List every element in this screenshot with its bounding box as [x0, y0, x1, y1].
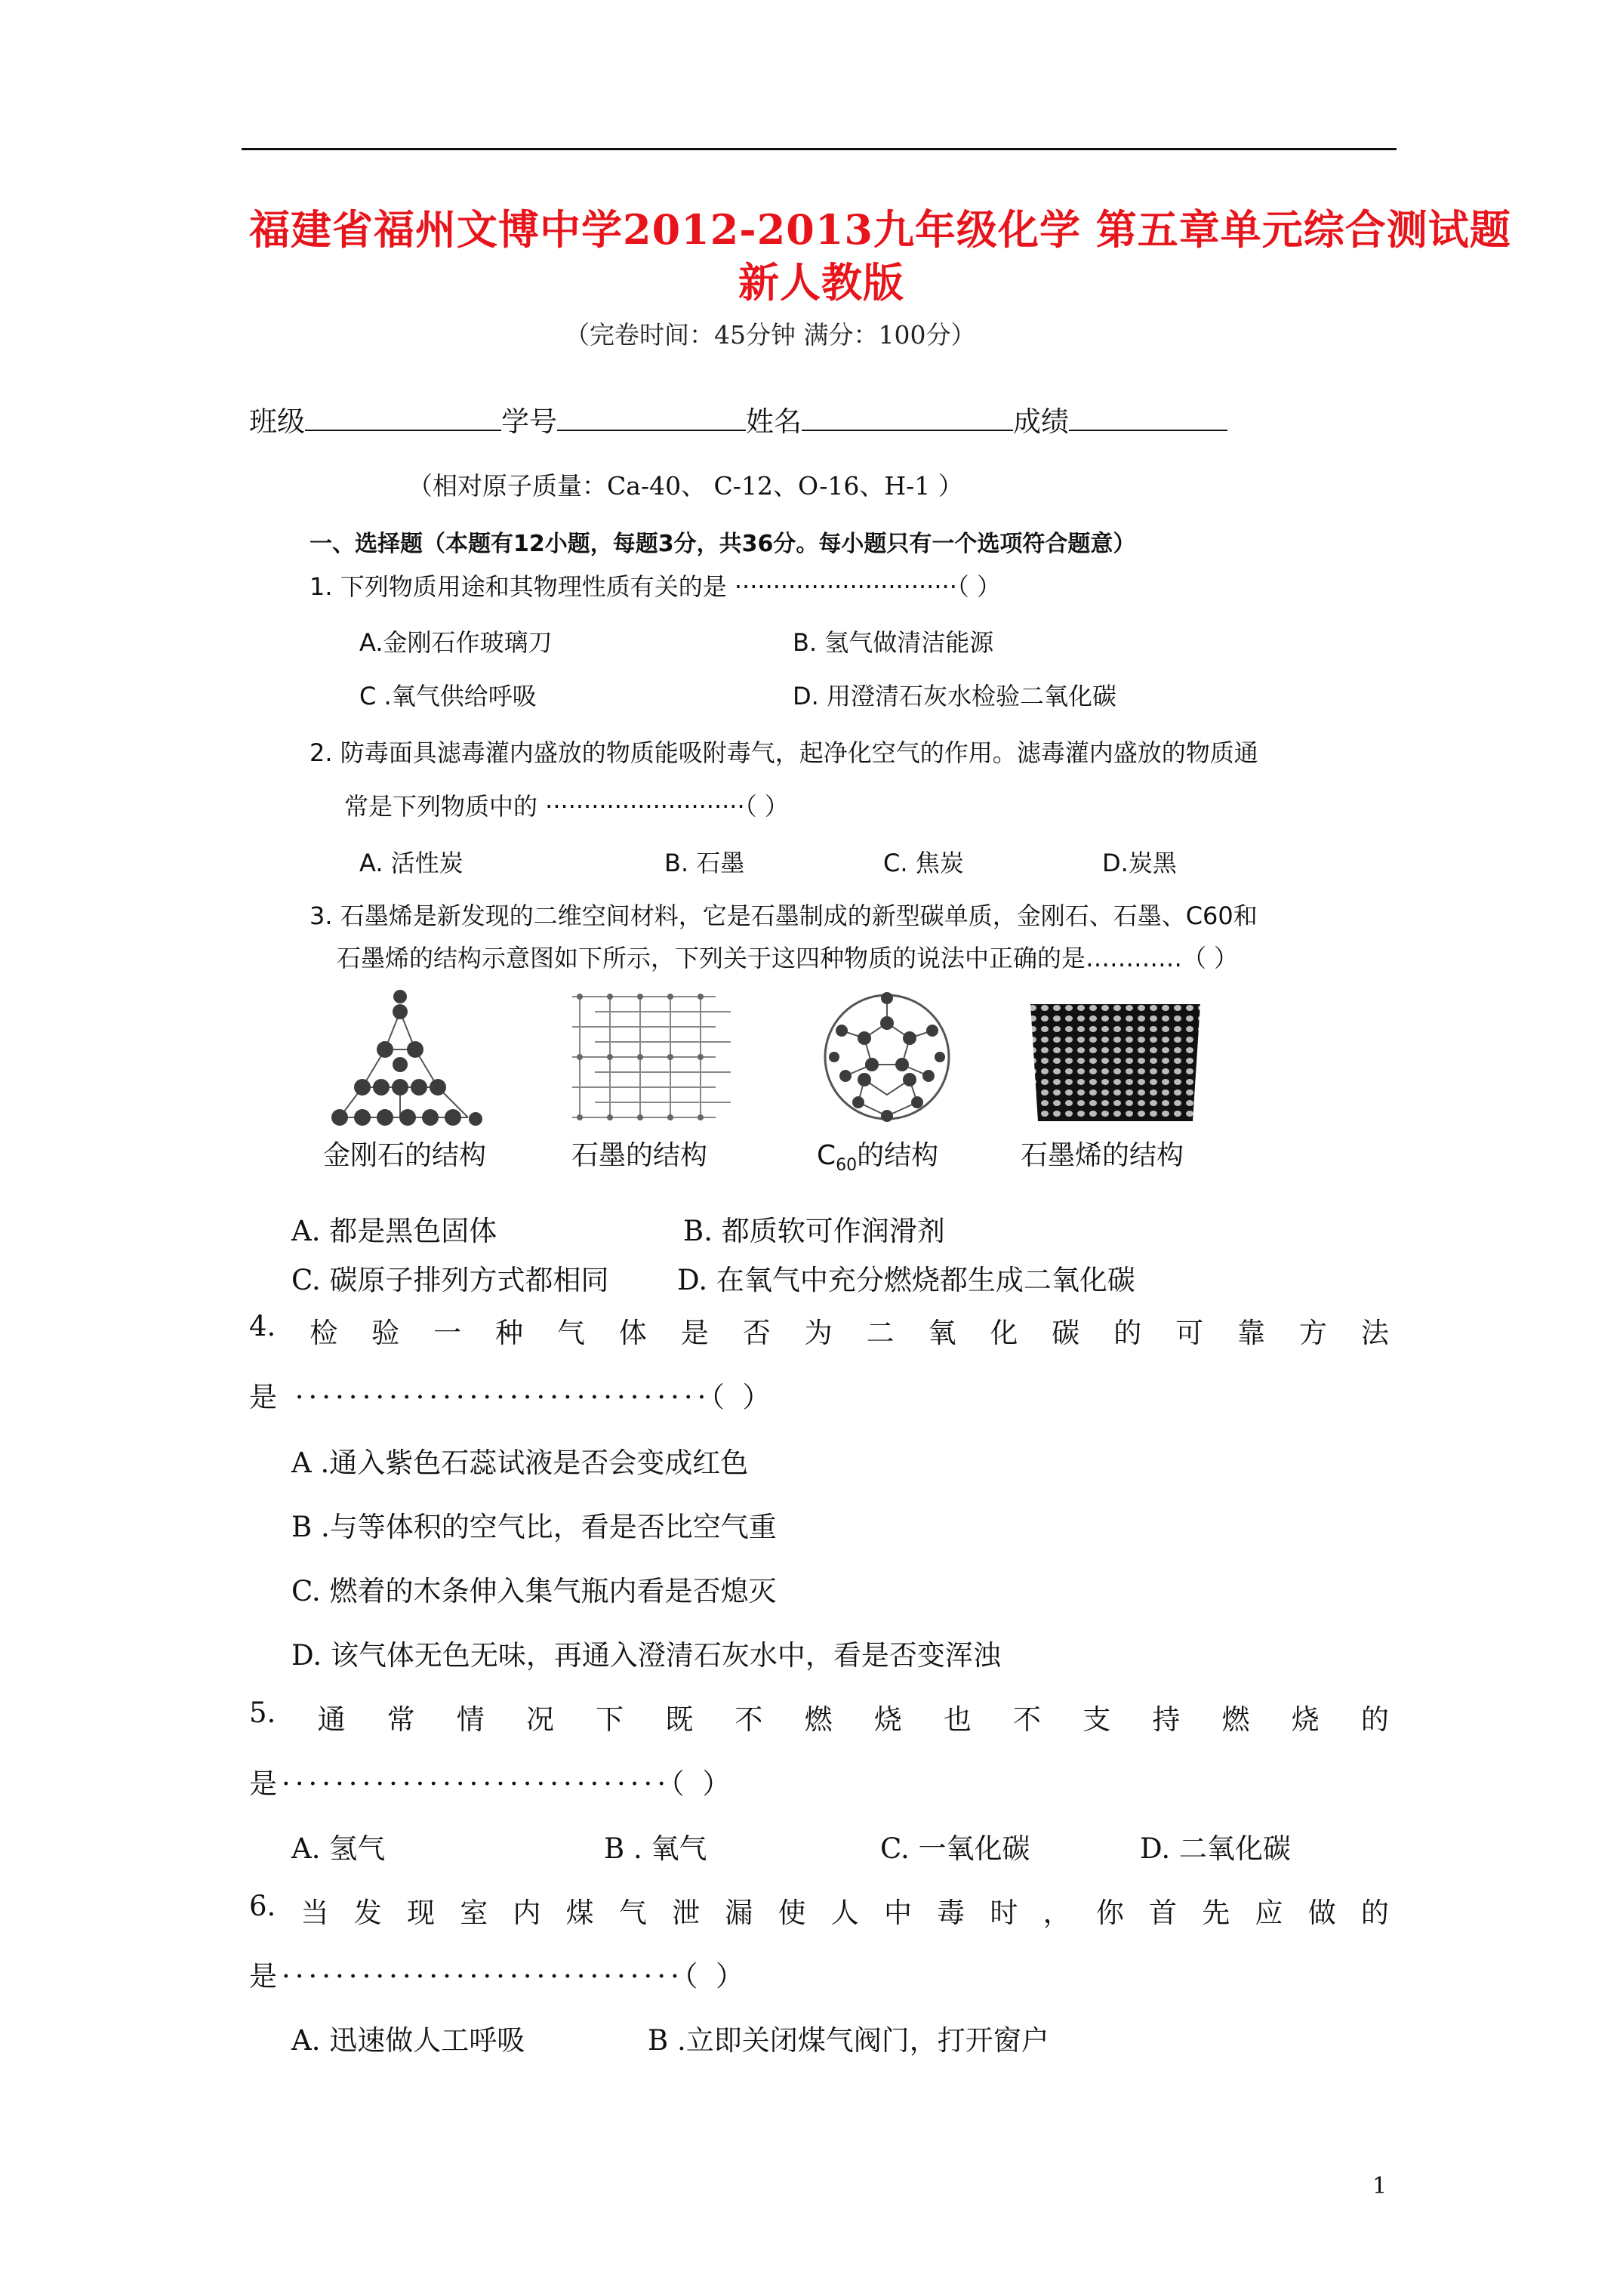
q5-stem-line-1: 5. 通 常 情 况 下 既 不 燃 烧 也 不 支 持 燃 烧 的: [249, 1697, 1389, 1736]
q3-stem-line-1: 3. 石墨烯是新发现的二维空间材料，它是石墨制成的新型碳单质，金刚石、石墨、C60和: [310, 901, 1258, 930]
q5-stem-line-2: 是·····························（ ）: [249, 1767, 735, 1800]
page-number: 1: [1372, 2173, 1387, 2199]
exam-info: （完卷时间：45分钟 满分：100分）: [565, 320, 976, 350]
q1-option-c: C .氧气供给呼吸: [359, 682, 537, 710]
q6-option-b: B .立即关闭煤气阀门，打开窗户: [648, 2024, 1049, 2057]
q5-option-c: C. 一氧化碳: [880, 1832, 1030, 1865]
class-label: 班级: [249, 405, 305, 438]
q1-stem: 1. 下列物质用途和其物理性质有关的是 ·····························（ ）: [310, 572, 1002, 601]
score-label: 成绩: [1013, 405, 1069, 438]
title-line-1: 福建省福州文博中学2012-2013九年级化学 第五章单元综合测试题: [249, 205, 1511, 254]
q2-option-b: B. 石墨: [664, 849, 745, 877]
q4-option-b: B .与等体积的空气比，看是否比空气重: [291, 1511, 777, 1543]
caption-c60-suffix: 的结构: [857, 1140, 939, 1171]
caption-diamond: 金刚石的结构: [323, 1140, 487, 1171]
q2-option-d: D.炭黑: [1102, 849, 1177, 877]
q3-option-c: C. 碳原子排列方式都相同: [291, 1264, 609, 1296]
q4-option-a: A .通入紫色石蕊试液是否会变成红色: [291, 1447, 749, 1479]
q1-option-a: A.金刚石作玻璃刀: [359, 628, 553, 657]
q3-option-a: A. 都是黑色固体: [291, 1215, 497, 1247]
q2-option-c: C. 焦炭: [883, 849, 964, 877]
diamond-structure-image: [317, 982, 513, 1140]
number-label: 学号: [501, 405, 557, 438]
caption-graphite: 石墨的结构: [571, 1140, 708, 1171]
c60-structure-image: [812, 982, 1008, 1140]
student-info-line: [249, 399, 1227, 439]
graphene-structure-image: [1027, 982, 1223, 1140]
q4-option-c: C. 燃着的木条伸入集气瓶内看是否熄灭: [291, 1575, 777, 1607]
q5-option-d: D. 二氧化碳: [1140, 1832, 1291, 1865]
score-blank[interactable]: [1069, 407, 1227, 431]
caption-c60-subscript: 60: [836, 1156, 858, 1176]
number-blank[interactable]: [557, 407, 746, 431]
caption-c60-prefix: C: [817, 1140, 836, 1171]
atomic-mass: （相对原子质量：Ca-40、 C-12、O-16、H-1 ）: [408, 471, 963, 501]
q2-option-a: A. 活性炭: [359, 849, 463, 877]
graphite-structure-image: [565, 982, 761, 1140]
q6-stem-line-1: 6. 当 发 现 室 内 煤 气 泄 漏 使 人 中 毒 时 ， 你 首 先 应 做 的: [249, 1890, 1389, 1929]
q1-option-b: B. 氢气做清洁能源: [793, 628, 994, 657]
title-line-2: 新人教版: [738, 258, 904, 307]
header-rule: [242, 148, 1397, 150]
q5-option-a: A. 氢气: [291, 1832, 386, 1865]
class-blank[interactable]: [305, 407, 501, 431]
q2-stem-line-1: 2. 防毒面具滤毒灌内盛放的物质能吸附毒气，起净化空气的作用。滤毒灌内盛放的物质通: [310, 738, 1258, 767]
q3-option-d: D. 在氧气中充分燃烧都生成二氧化碳: [677, 1264, 1135, 1296]
q4-stem-line-2: 是 ·······························（ ）: [249, 1381, 775, 1413]
q1-option-d: D. 用澄清石灰水检验二氧化碳: [793, 682, 1116, 710]
caption-graphene: 石墨烯的结构: [1021, 1140, 1184, 1171]
section-1-heading: 一、选择题（本题有12小题，每题3分，共36分。每小题只有一个选项符合题意）: [310, 531, 1136, 557]
q3-stem-line-2: 石墨烯的结构示意图如下所示，下列关于这四种物质的说法中正确的是…………（ ）: [337, 944, 1239, 972]
q6-stem-line-2: 是······························（ ）: [249, 1960, 749, 1992]
q2-stem-line-2: 常是下列物质中的 ··························（ ）: [344, 792, 789, 821]
q5-option-b: B . 氧气: [604, 1832, 707, 1865]
q3-option-b: B. 都质软可作润滑剂: [683, 1215, 945, 1247]
name-blank[interactable]: [802, 407, 1013, 431]
name-label: 姓名: [746, 405, 802, 438]
q4-stem-line-1: 4. 检 验 一 种 气 体 是 否 为 二 氧 化 碳 的 可 靠 方 法: [249, 1310, 1389, 1349]
q6-option-a: A. 迅速做人工呼吸: [291, 2024, 525, 2057]
q4-option-d: D. 该气体无色无味，再通入澄清石灰水中，看是否变浑浊: [291, 1639, 1001, 1672]
caption-c60: [817, 1134, 938, 1175]
